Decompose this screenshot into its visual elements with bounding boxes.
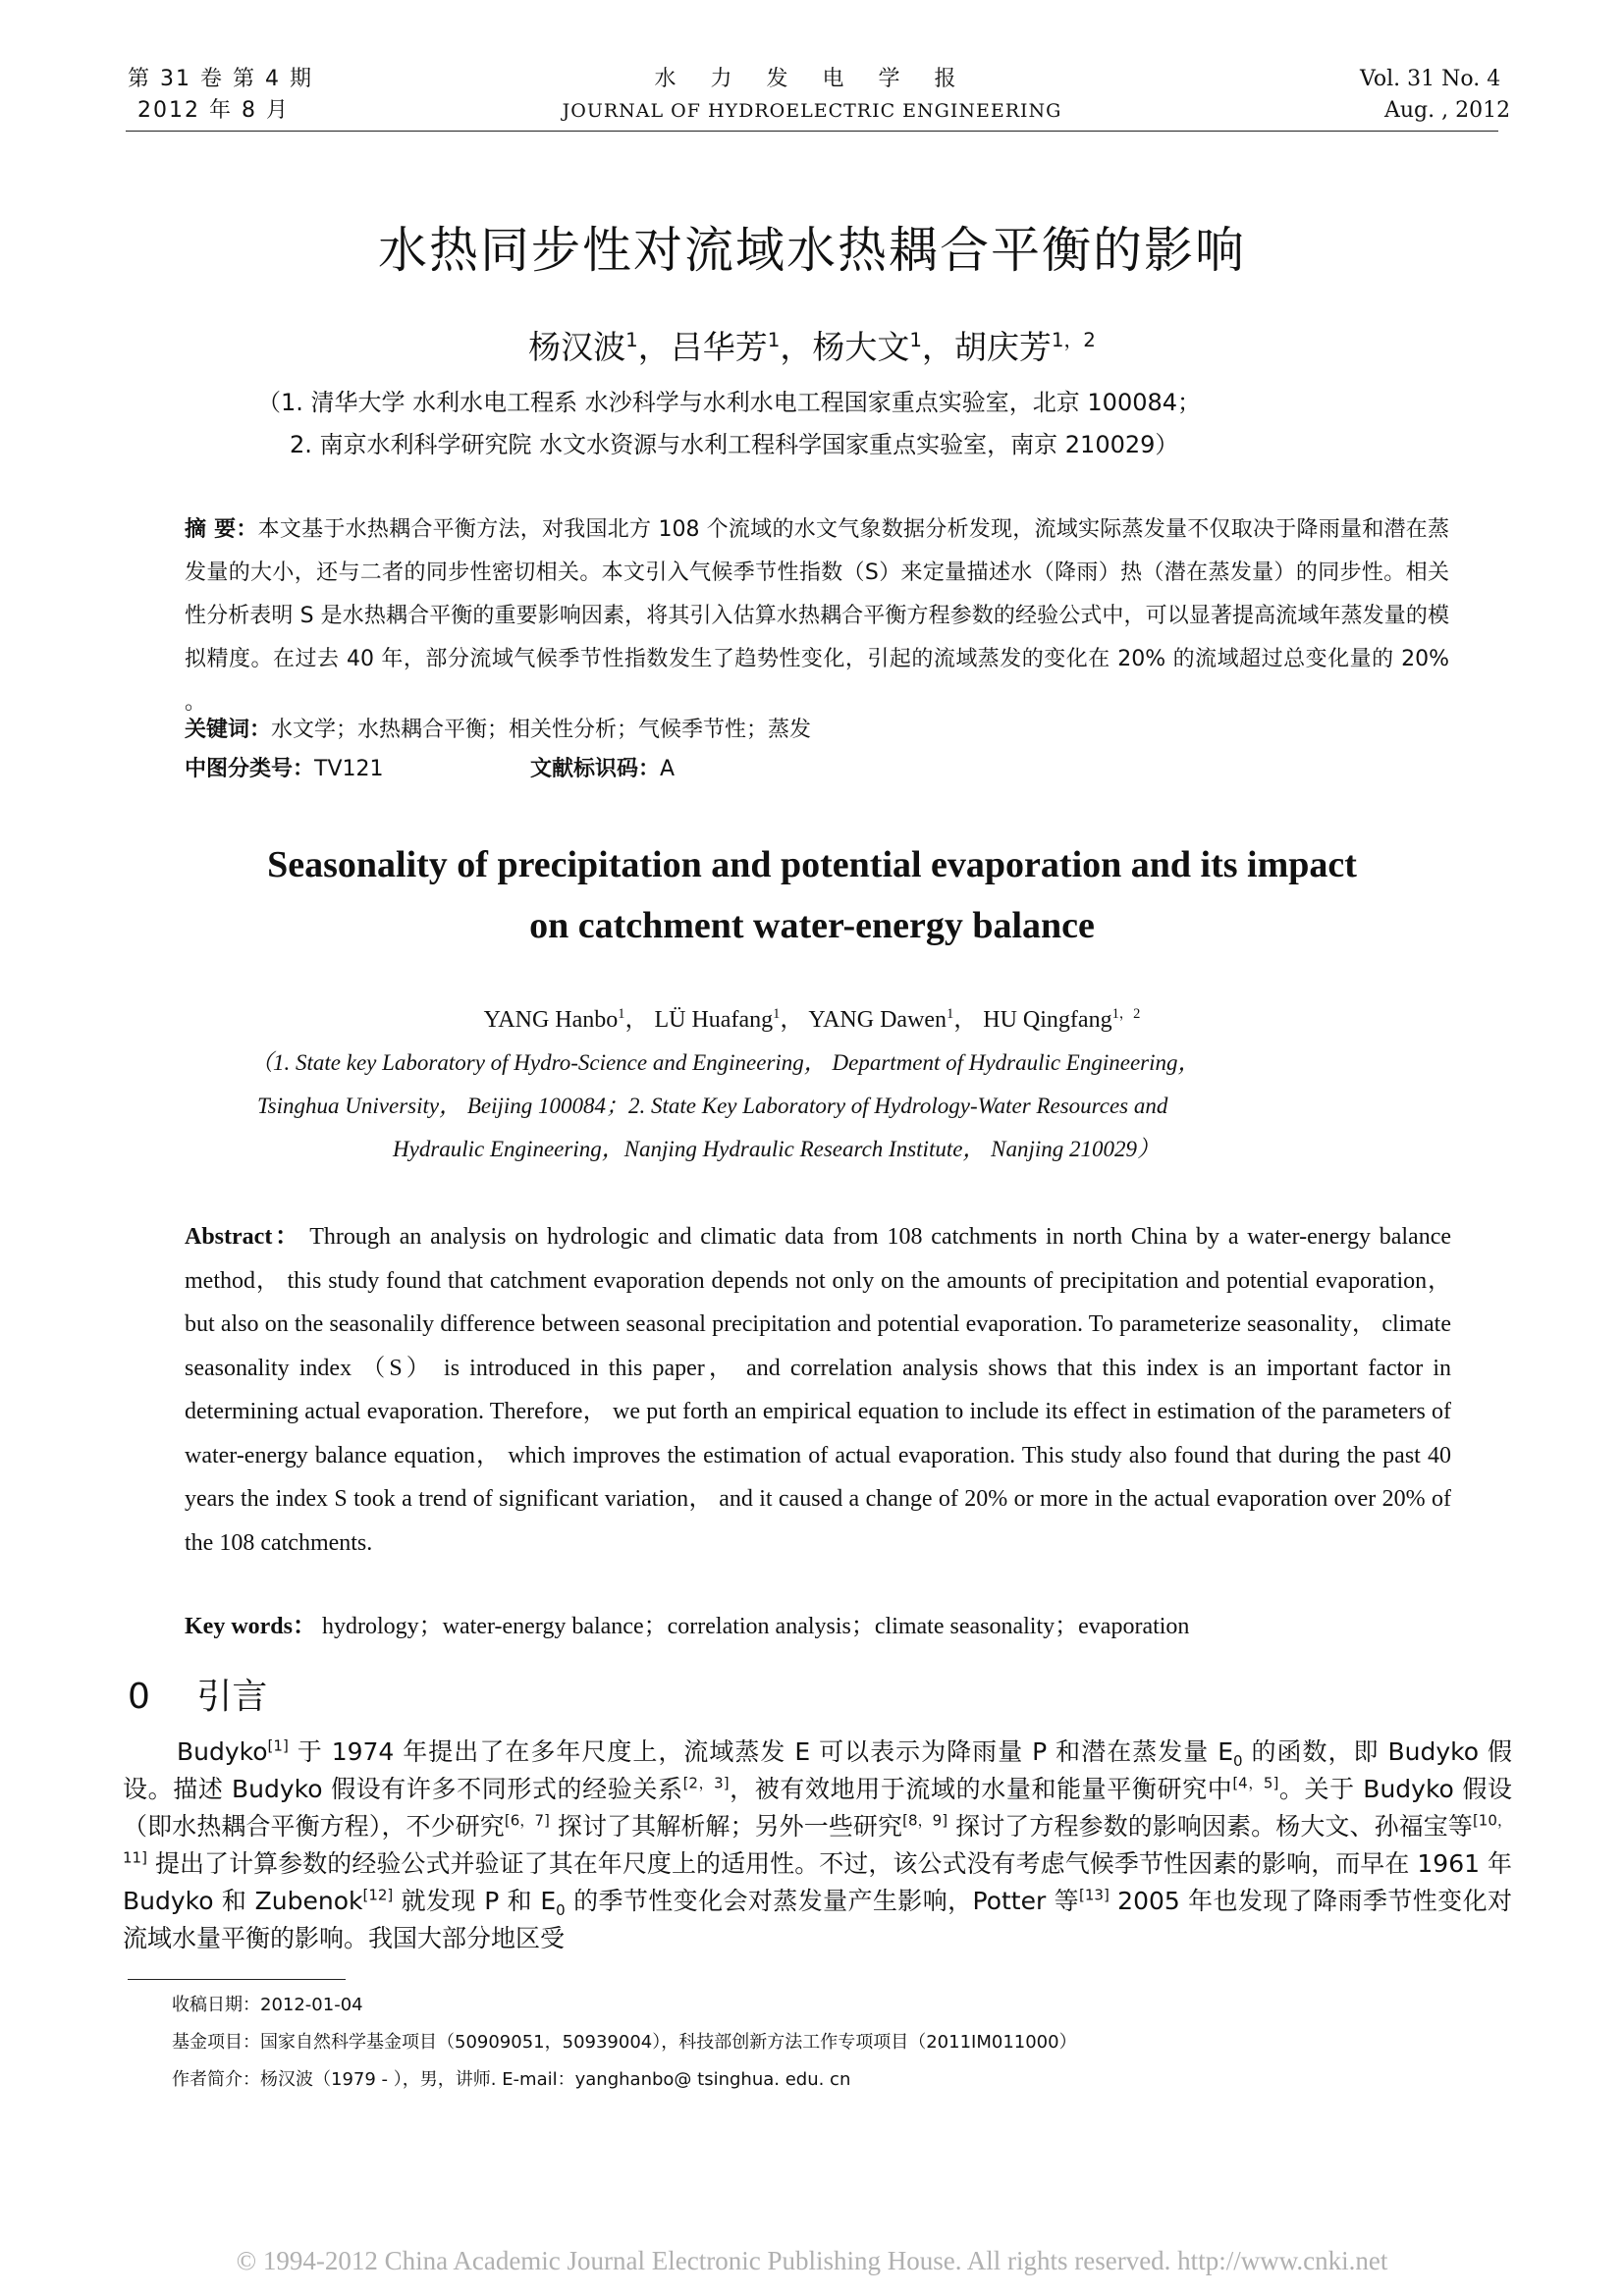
journal-name-en: JOURNAL OF HYDROELECTRIC ENGINEERING xyxy=(562,100,1062,122)
text-run: 2005 年也发现了降雨季节性变化对流域水量平衡的影响。我国大部分地区受 xyxy=(123,1887,1512,1952)
keywords-cn-text: 水文学；水热耦合平衡；相关性分析；气候季节性；蒸发 xyxy=(271,718,812,742)
section-heading xyxy=(128,1669,267,1719)
text-run: 提出了计算参数的经验公式并验证了其在年尺度上的适用性。不过，该公式没有考虑气候季节性因素的影响，而早在 1961 年 Budyko 和 Zubenok xyxy=(123,1849,1512,1915)
citation: [4，5] xyxy=(1232,1774,1279,1792)
citation: [10，11] xyxy=(123,1811,1512,1867)
abstract-cn-text: 本文基于水热耦合平衡方法，对我国北方 108 个流域的水文气象数据分析发现，流域实际蒸发量不仅取决于降雨量和潜在蒸发量的大小，还与二者的同步性密切相关。本文引入气候季节性指数（S）来定量描述水（降雨）热（潜在蒸发量）的同步性。相关性分析表明 S 是水热耦合平衡的重要影响因素，将其引入估算水热耦合平衡方程参数的经验公式中，可以显著提高流域年蒸发量的模拟精度。在过去 40 年，部分流域气候季节性指数发生了趋势性变化，引起的流域蒸发的变化在 20% 的流域超过总变化量的 20% 。 xyxy=(185,517,1449,715)
affil-mark: 1 xyxy=(947,1006,954,1022)
intro-paragraph xyxy=(123,1734,1512,1957)
author-3-en: ， YANG Dawen xyxy=(780,1007,947,1033)
text-run: 探讨了其解析解；另外一些研究 xyxy=(549,1812,903,1841)
affiliation-en-2: Tsinghua University， Beijing 100084；2. State Key Laboratory of Hydrology-Water Resources and xyxy=(257,1094,1168,1118)
text-run: 。关于 Budyko 假设（即水热耦合平衡方程），不少研究 xyxy=(123,1775,1513,1841)
keywords-cn-label: 关键词： xyxy=(185,718,272,742)
author-4-en: ， HU Qingfang xyxy=(953,1007,1112,1033)
doc-code-value: A xyxy=(660,757,676,781)
author-4-cn: ，胡庆芳 xyxy=(921,328,1052,366)
affiliation-cn-1: （1. 清华大学 水利水电工程系 水沙科学与水利水电工程国家重点实验室，北京 100084； xyxy=(257,389,1202,416)
keywords-en-text: hydrology；water-energy balance；correlation analysis；climate seasonality；evaporation xyxy=(322,1614,1190,1639)
text-run: 的函数，即 Budyko 假设。描述 Budyko 假设有许多不同形式的经验关系 xyxy=(123,1737,1512,1803)
citation: [8，9] xyxy=(902,1811,948,1830)
footnote-fund: 基金项目：国家自然科学基金项目（50909051，50939004），科技部创新方法工作专项项目（2011IM011000） xyxy=(172,2032,1077,2053)
subscript: 0 xyxy=(1233,1752,1243,1770)
clc-label: 中图分类号： xyxy=(185,757,315,781)
abstract-en-label: Abstract： xyxy=(185,1224,301,1250)
author-2-cn: ，吕华芳 xyxy=(637,328,768,366)
affil-mark: 1 xyxy=(909,329,922,351)
affil-mark: 1 xyxy=(625,329,638,351)
date-en: Aug. , 2012 xyxy=(1384,98,1511,123)
keywords-cn xyxy=(185,709,1449,752)
affiliation-cn-2: 2. 南京水利科学研究院 水文水资源与水利工程科学国家重点实验室，南京 210029） xyxy=(290,431,1179,458)
citation: [6，7] xyxy=(504,1811,550,1830)
keywords-en xyxy=(185,1605,1451,1649)
clc-number xyxy=(185,748,384,791)
authors-en xyxy=(0,999,1624,1034)
publication-date: 2012 年 8 月 xyxy=(137,98,290,123)
text-run: ，被有效地用于流域的水量和能量平衡研究中 xyxy=(729,1775,1233,1803)
affiliation-en-1: （1. State key Laboratory of Hydro-Science and Engineering， Department of Hydraulic Engineering， xyxy=(250,1050,1201,1075)
text-run: 于 1974 年提出了在多年尺度上，流域蒸发 E 可以表示为降雨量 P 和潜在蒸发量 E xyxy=(288,1737,1233,1766)
abstract-cn xyxy=(185,508,1449,724)
clc-value: TV121 xyxy=(314,757,384,781)
footnote-received: 收稿日期：2012-01-04 xyxy=(172,1995,363,2015)
doc-code-label: 文献标识码： xyxy=(530,757,661,781)
authors-cn xyxy=(0,322,1624,368)
author-3-cn: ，杨大文 xyxy=(780,328,910,366)
affil-mark: 1 xyxy=(618,1006,625,1022)
text-run: 就发现 P 和 E xyxy=(393,1887,557,1915)
citation: [12] xyxy=(362,1886,394,1904)
citation: [2，3] xyxy=(682,1774,730,1792)
section-title: 引言 xyxy=(196,1677,268,1717)
citation: [1] xyxy=(267,1736,289,1755)
vol-no-en: Vol. 31 No. 4 xyxy=(1360,67,1501,91)
header-rule xyxy=(126,131,1498,132)
subscript: 0 xyxy=(556,1901,566,1919)
volume-issue: 第 31 卷 第 4 期 xyxy=(128,67,313,91)
affil-mark: 1 xyxy=(767,329,781,351)
text-run: 的季节性变化会对蒸发量产生影响，Potter 等 xyxy=(565,1887,1080,1915)
author-1-en: YANG Hanbo xyxy=(483,1007,619,1033)
affil-mark: 1 xyxy=(773,1006,781,1022)
text-run: 探讨了方程参数的影响因素。杨大文、孙福宝等 xyxy=(947,1812,1473,1841)
abstract-en-text: Through an analysis on hydrologic and climatic data from 108 catchments in north China by a water-energy balance method， this study found that catchment evaporation depends not only on the amounts of precipitation and potential evaporation， but also on the seasonalily difference between seasonal precipitation and potential evaporation. To parameterize seasonality， climate seasonality index （S） is introduced in this paper， and correlation analysis shows that this index is an important factor in determining actual evaporation. Therefore， we put forth an empirical equation to include its effect in estimation of the parameters of water-energy balance equation， which improves the estimation of actual evaporation. This study also found that during the past 40 years the index S took a trend of significant variation， and it caused a change of 20% or more in the actual evaporation over 20% of the 108 catchments. xyxy=(185,1224,1452,1556)
journal-name-cn: 水 力 发 电 学 报 xyxy=(654,67,970,91)
keywords-en-label: Key words： xyxy=(185,1614,316,1639)
document-code xyxy=(530,748,675,791)
text-run: Budyko xyxy=(177,1737,268,1766)
citation: [13] xyxy=(1079,1886,1110,1904)
abstract-en xyxy=(185,1215,1451,1565)
copyright-notice: © 1994-2012 China Academic Journal Electronic Publishing House. All rights reserved. http://www.cnki.net xyxy=(236,2246,1388,2275)
footnote-author: 作者简介：杨汉波（1979 - ），男，讲师. E-mail：yanghanbo@ tsinghua. edu. cn xyxy=(172,2069,851,2090)
paper-title-en-line1: Seasonality of precipitation and potential evaporation and its impact xyxy=(267,844,1357,885)
section-number: 0 xyxy=(128,1677,150,1717)
footnote-rule xyxy=(128,1979,346,1980)
abstract-cn-label: 摘 要： xyxy=(185,517,258,542)
affil-mark: 1，2 xyxy=(1051,329,1096,351)
affiliation-en-3: Hydraulic Engineering，Nanjing Hydraulic Research Institute， Nanjing 210029） xyxy=(393,1137,1161,1161)
paper-title-en-line2: on catchment water-energy balance xyxy=(529,905,1095,946)
author-1-cn: 杨汉波 xyxy=(528,328,626,366)
author-2-en: ， LÜ Huafang xyxy=(624,1007,774,1033)
paper-title-cn: 水热同步性对流域水热耦合平衡的影响 xyxy=(378,222,1246,279)
affil-mark: 1，2 xyxy=(1111,1006,1141,1022)
